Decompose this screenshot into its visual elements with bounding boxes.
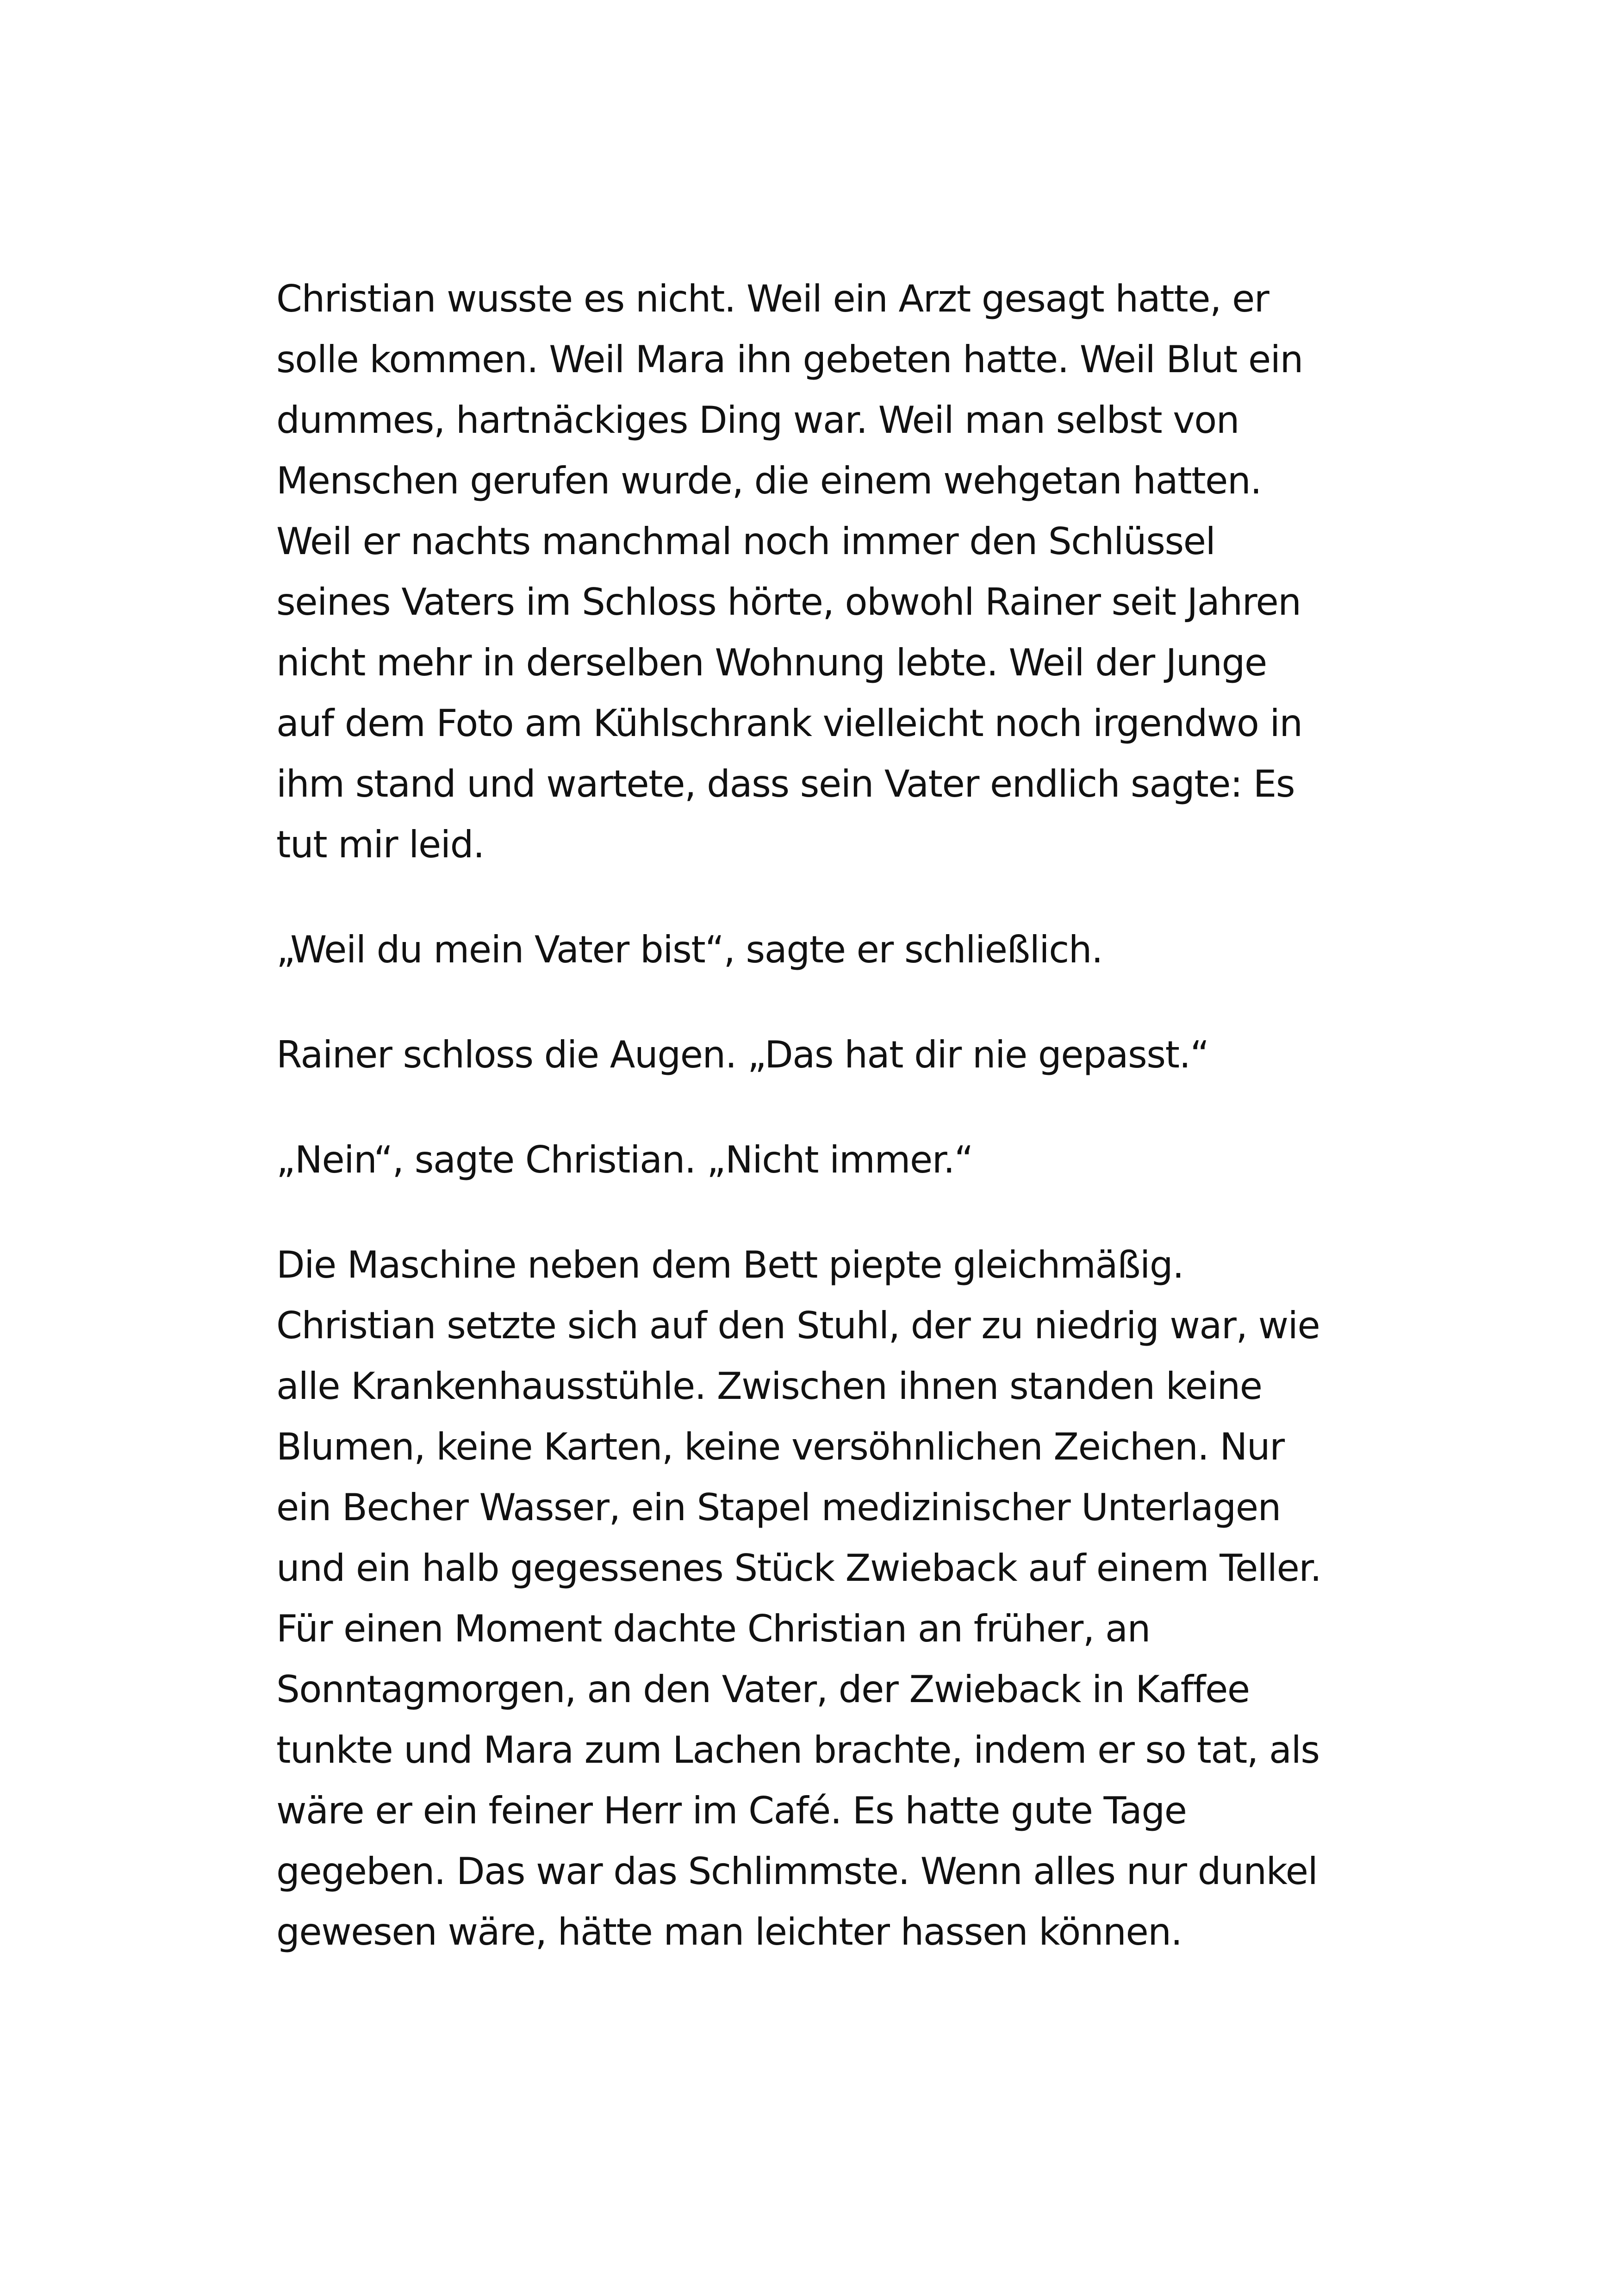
paragraph-4: „Nein“, sagte Christian. „Nicht immer.“ bbox=[276, 1138, 973, 1181]
body-text bbox=[276, 268, 1350, 2007]
paragraph-3: Rainer schloss die Augen. „Das hat dir nie gepasst.“ bbox=[276, 1033, 1209, 1076]
paragraph-5: Die Maschine neben dem Bett piepte gleichmäßig. Christian setzte sich auf den Stuhl, der zu niedrig war, wie alle Krankenhausstühle. Zwischen ihnen standen keine Blumen, keine Karten, keine versöhnlichen Zeichen. Nur ein Becher Wasser, ein Stapel medizinischer Unterlagen und ein halb gegessenes Stück Zwieback auf einem Teller. Für einen Moment dachte Christian an früher, an Sonntagmorgen, an den Vater, der Zwieback in Kaffee tunkte und Mara zum Lachen brachte, indem er so tat, als wäre er ein feiner Herr im Café. Es hatte gute Tage gegeben. Das war das Schlimmste. Wenn alles nur dunkel gewesen wäre, hätte man leichter hassen können. bbox=[276, 1243, 1321, 1953]
paragraph-1: Christian wusste es nicht. Weil ein Arzt gesagt hatte, er solle kommen. Weil Mara ihn gebeten hatte. Weil Blut ein dummes, hartnäckiges Ding war. Weil man selbst von Menschen gerufen wurde, die einem wehgetan hatten. Weil er nachts manchmal noch immer den Schlüssel seines Vaters im Schloss hörte, obwohl Rainer seit Jahren nicht mehr in derselben Wohnung lebte. Weil der Junge auf dem Foto am Kühlschrank vielleicht noch irgendwo in ihm stand und wartete, dass sein Vater endlich sagte: Es tut mir leid. bbox=[276, 277, 1303, 866]
paragraph-2: „Weil du mein Vater bist“, sagte er schließlich. bbox=[276, 928, 1103, 971]
